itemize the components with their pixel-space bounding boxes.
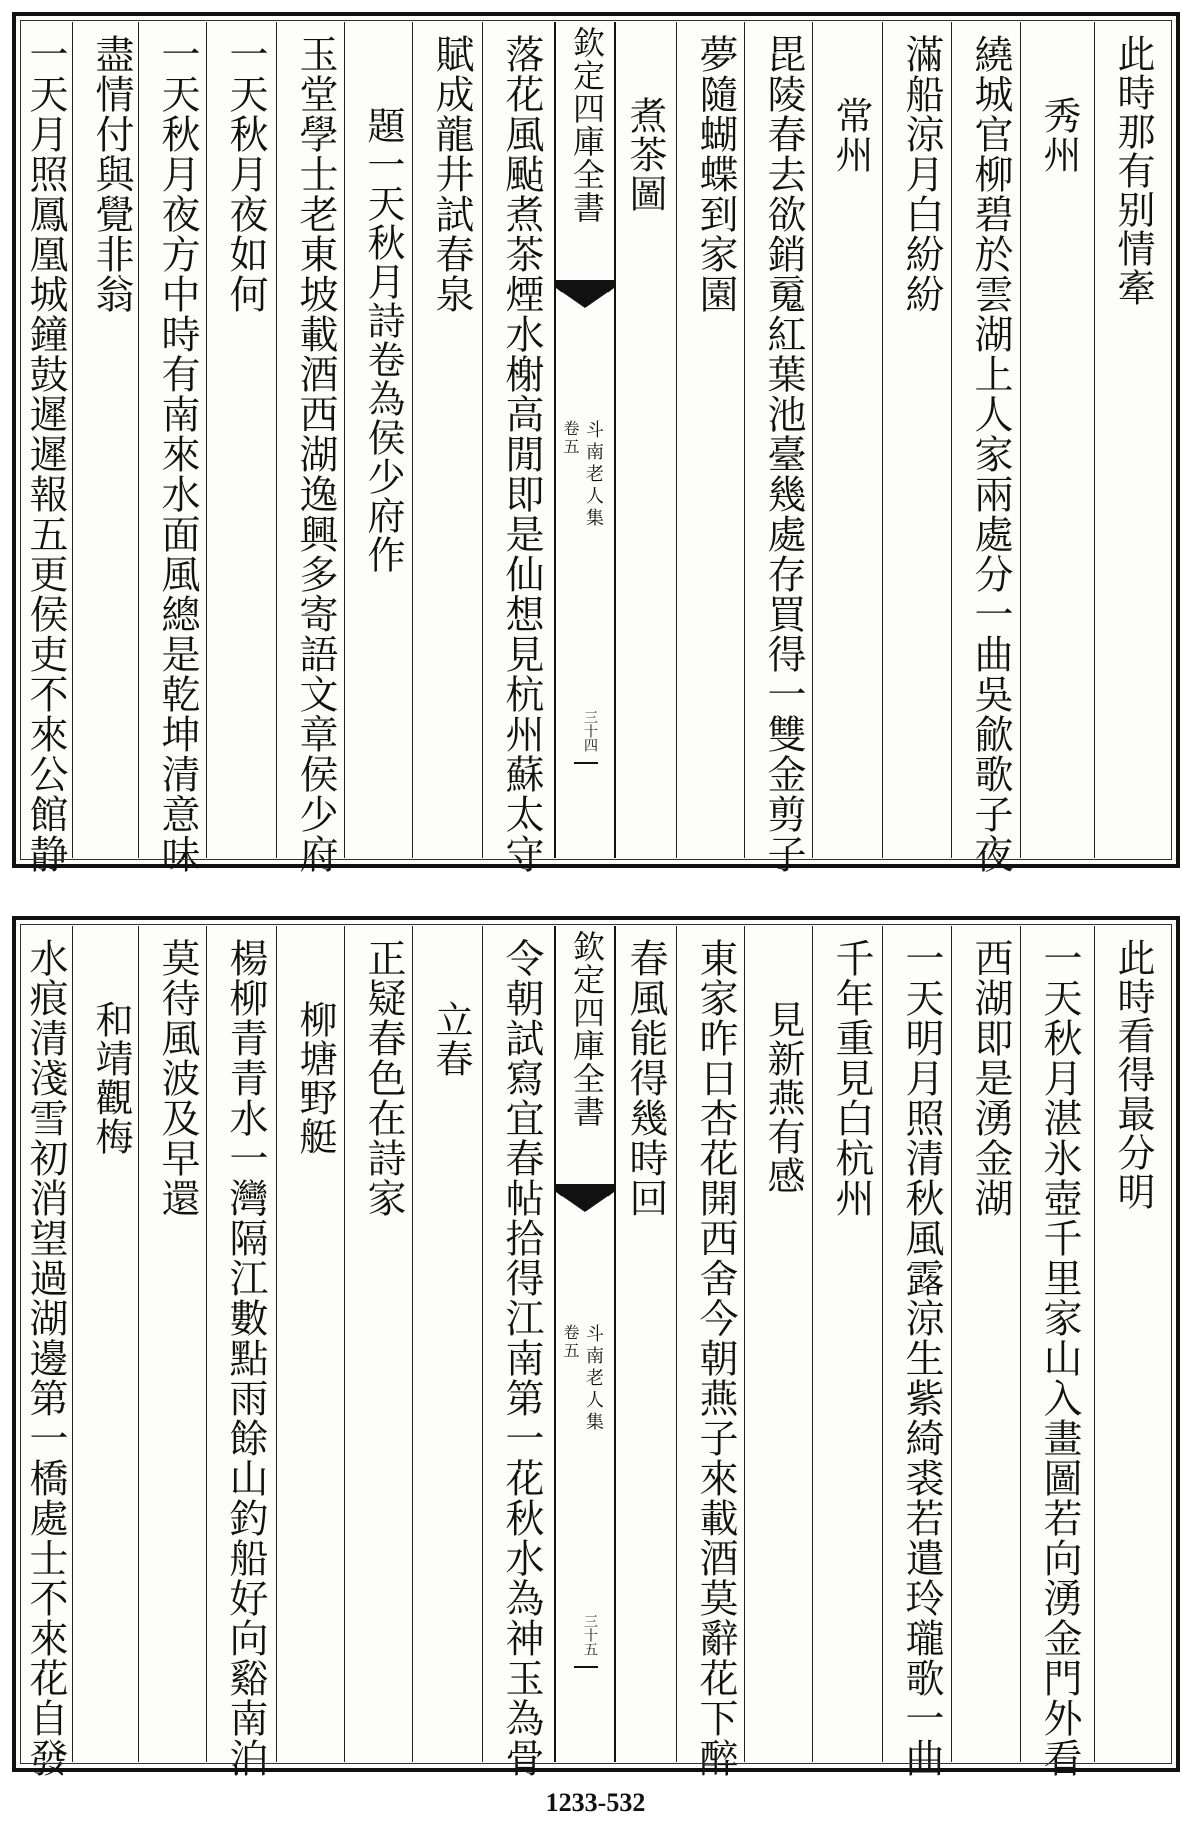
heading-column: 煮茶圖 [623, 96, 667, 213]
text-column: 繞城官柳碧於雲湖上人家兩處分一曲吳歈歌子夜 [968, 34, 1013, 874]
heading-column: 柳塘野艇 [293, 1000, 337, 1156]
text-column: 落花風颭煮茶煙水榭高閒即是仙想見杭州蘇太守 [499, 34, 544, 874]
text-column: 楊柳青青水一灣隔江數點雨餘山釣船好向谿南泊 [223, 938, 268, 1778]
text-column: 一天秋月夜如何 [223, 34, 268, 314]
heading-column: 見新燕有感 [761, 1000, 805, 1195]
center-volume: 卷五 [561, 420, 580, 456]
center-book-name: 斗南老人集 [583, 1324, 604, 1434]
text-column: 此時看得最分明 [1111, 938, 1155, 1211]
center-page-label: 三十五 [582, 1614, 598, 1656]
text-column: 賦成龍井試春泉 [429, 34, 474, 314]
heading-column: 和靖觀梅 [89, 1000, 133, 1156]
text-column: 毘陵春去欲銷䰟紅葉池臺幾處存買得一雙金剪子 [761, 34, 806, 874]
fishtail-mark-icon [556, 280, 614, 314]
text-column: 水痕清淺雪初消望過湖邊第一橋處士不來花自發 [23, 938, 68, 1778]
page-top [12, 12, 1180, 874]
center-book-title: 欽定四庫全書 [568, 26, 606, 224]
text-column: 夢隨蝴蝶到家園 [693, 34, 738, 314]
text-column: 令朝試寫宜春帖拾得江南第一花秋水為神玉為骨 [499, 938, 544, 1778]
center-book-title: 欽定四庫全書 [568, 930, 606, 1128]
heading-column: 題一天秋月詩卷為侯少府作 [361, 106, 405, 574]
text-column: 東家昨日杏花開西舍今朝燕子來載酒莫辭花下醉 [693, 938, 738, 1778]
text-column: 此時那有别情牽 [1111, 34, 1155, 307]
text-column: 千年重見白杭州 [829, 938, 874, 1218]
text-column: 春風能得幾時回 [623, 938, 668, 1218]
page-bottom [12, 916, 1180, 1778]
center-book-name: 斗南老人集 [583, 420, 604, 530]
center-fold [554, 926, 616, 1762]
text-column: 滿船涼月白紛紛 [899, 34, 944, 314]
text-column: 一天明月照清秋風露涼生紫綺裘若遣玲瓏歌一曲 [899, 938, 944, 1778]
fishtail-mark-icon [556, 1184, 614, 1218]
heading-column: 常州 [829, 96, 873, 174]
text-column: 盡情付與覺非翁 [89, 34, 134, 314]
text-column: 一天秋月湛氷壺千里家山入畫圖若向湧金門外看 [1037, 938, 1082, 1778]
text-column: 一天秋月夜方中時有南來水面風總是乾坤清意味 [155, 34, 200, 874]
text-column: 西湖即是湧金湖 [968, 938, 1013, 1218]
heading-column: 立春 [429, 1000, 473, 1078]
center-page-label: 三十四 [582, 710, 598, 752]
text-column: 正疑春色在詩家 [361, 938, 406, 1218]
center-volume: 卷五 [561, 1324, 580, 1360]
heading-column: 秀州 [1037, 96, 1081, 174]
text-column: 玉堂學士老東坡載酒西湖逸興多寄語文章侯少府 [293, 34, 338, 874]
page-number: 1233-532 [545, 1788, 646, 1817]
text-column: 莫待風波及早還 [155, 938, 200, 1218]
center-fold [554, 22, 616, 858]
text-column: 一天月照鳳凰城鐘鼓遲遲報五更侯吏不來公館静 [23, 34, 68, 874]
